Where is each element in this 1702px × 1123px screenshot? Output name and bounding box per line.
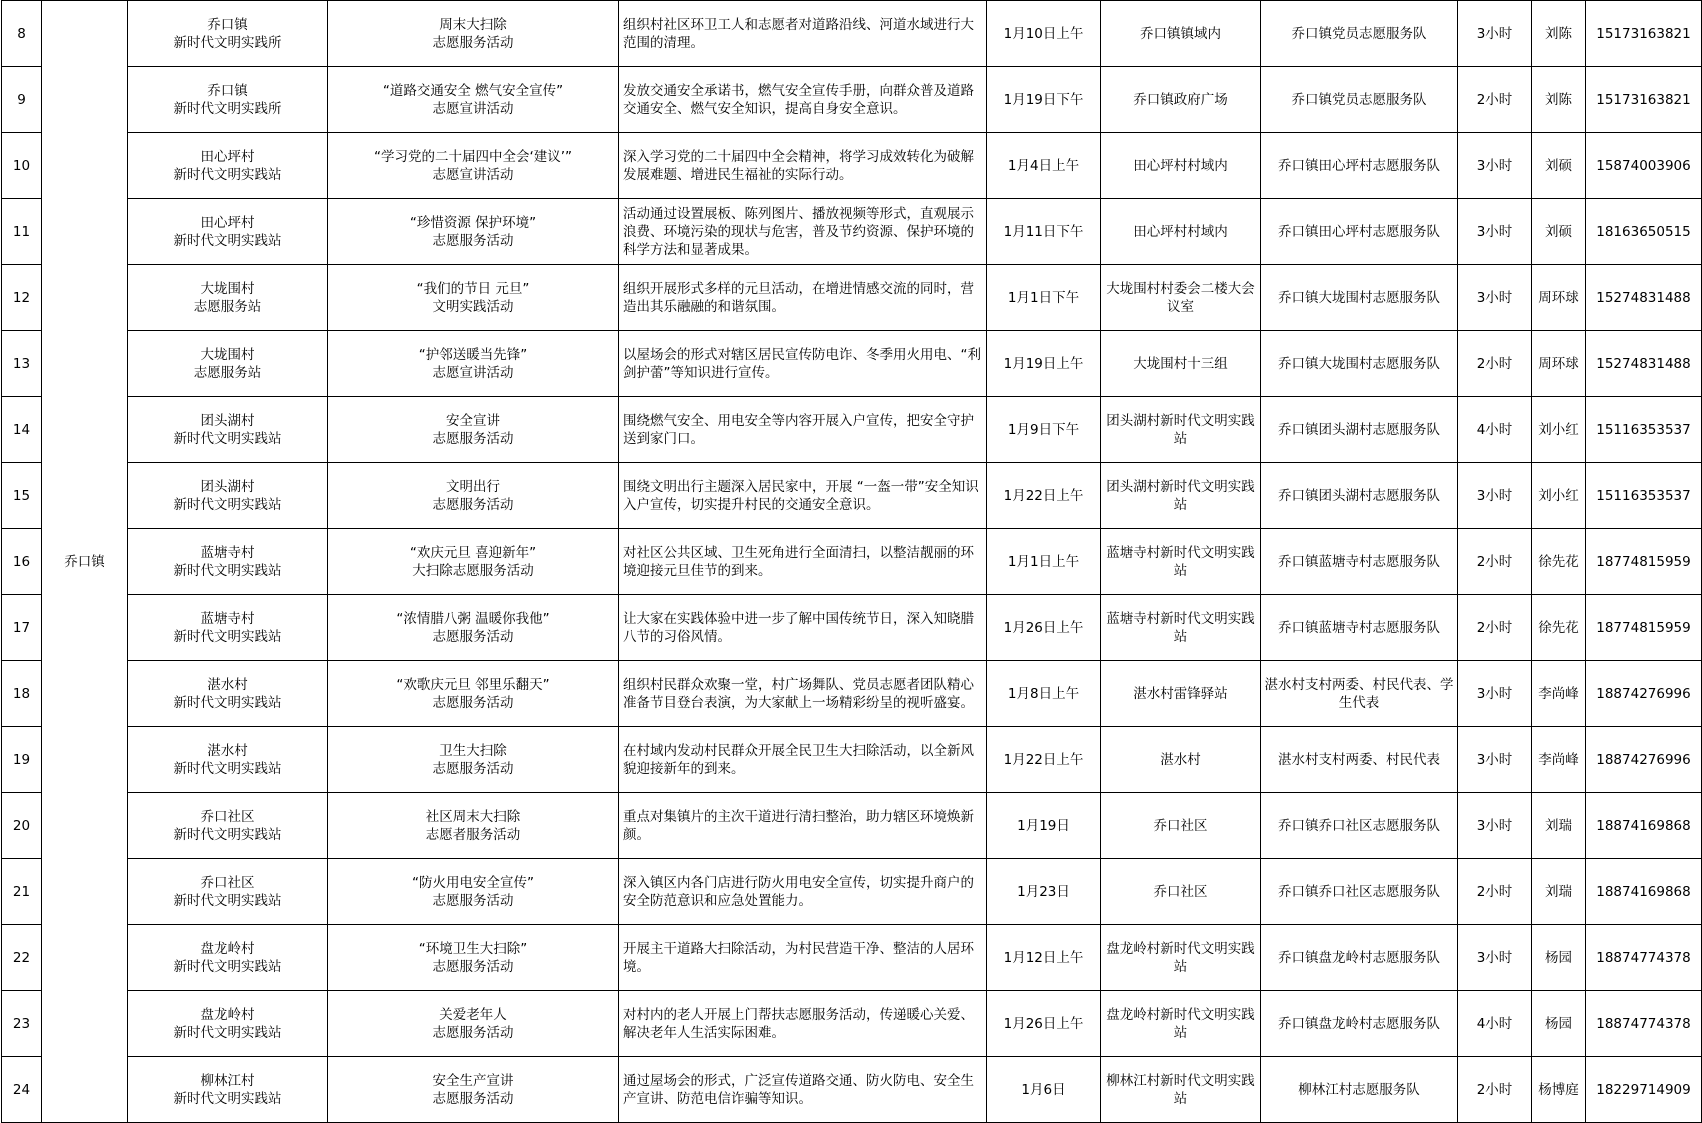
- unit-line: 乔口镇: [207, 16, 248, 33]
- duration-cell: 3小时: [1458, 661, 1532, 727]
- activity-content-cell: 对社区公共区域、卫生死角进行全面清扫，以整洁靓丽的环境迎接元旦佳节的到来。: [619, 529, 987, 595]
- contact-person-cell: 刘小红: [1532, 397, 1586, 463]
- activity-name-cell: [328, 199, 619, 265]
- activity-name-line: 志愿服务活动: [432, 760, 514, 777]
- table-row: [2, 1057, 1702, 1123]
- unit-line: 蓝塘寺村: [200, 610, 255, 627]
- activity-name-line: 志愿服务活动: [432, 628, 514, 645]
- contact-person-cell: 杨园: [1532, 991, 1586, 1057]
- activity-time-cell: 1月10日上午: [987, 1, 1101, 67]
- phone-cell: 18874169868: [1586, 793, 1702, 859]
- unit-line: 新时代文明实践所: [173, 34, 282, 51]
- activity-name-line: “浓情腊八粥 温暖你我他”: [396, 610, 550, 627]
- activity-time-cell: 1月19日下午: [987, 67, 1101, 133]
- activity-time-cell: 1月9日下午: [987, 397, 1101, 463]
- activity-name-cell: [328, 925, 619, 991]
- table-row: [2, 331, 1702, 397]
- activity-place-cell: 盘龙岭村新时代文明实践站: [1101, 925, 1261, 991]
- contact-person-cell: 周环球: [1532, 265, 1586, 331]
- activity-name-line: “护邻送暖当先锋”: [418, 346, 528, 363]
- activity-time-cell: 1月6日: [987, 1057, 1101, 1123]
- activity-place-cell: 团头湖村新时代文明实践站: [1101, 397, 1261, 463]
- unit-line: 新时代文明实践站: [173, 430, 282, 447]
- volunteer-team-cell: 乔口镇盘龙岭村志愿服务队: [1261, 925, 1458, 991]
- activity-name-line: 安全生产宣讲: [432, 1072, 514, 1089]
- row-number-cell: 20: [2, 793, 42, 859]
- row-number-cell: 12: [2, 265, 42, 331]
- activity-name-line: 文明出行: [446, 478, 500, 495]
- activity-place-cell: 田心坪村村域内: [1101, 199, 1261, 265]
- duration-cell: 2小时: [1458, 1057, 1532, 1123]
- duration-cell: 3小时: [1458, 199, 1532, 265]
- phone-cell: 18874276996: [1586, 661, 1702, 727]
- unit-line: 乔口镇: [207, 82, 248, 99]
- duration-cell: 3小时: [1458, 463, 1532, 529]
- activity-time-cell: 1月19日上午: [987, 331, 1101, 397]
- activity-name-line: 周末大扫除: [439, 16, 507, 33]
- activity-name-line: 志愿服务活动: [432, 430, 514, 447]
- volunteer-team-cell: 乔口镇大垅围村志愿服务队: [1261, 265, 1458, 331]
- activity-name-line: 志愿者服务活动: [425, 826, 521, 843]
- duration-cell: 4小时: [1458, 991, 1532, 1057]
- unit-cell: [128, 133, 328, 199]
- table-row: [2, 859, 1702, 925]
- duration-cell: 3小时: [1458, 793, 1532, 859]
- activity-name-line: 志愿服务活动: [432, 34, 514, 51]
- contact-person-cell: 刘陈: [1532, 67, 1586, 133]
- activity-time-cell: 1月1日上午: [987, 529, 1101, 595]
- unit-line: 新时代文明实践所: [173, 100, 282, 117]
- table-row: [2, 1, 1702, 67]
- activity-time-cell: 1月23日: [987, 859, 1101, 925]
- row-number-cell: 23: [2, 991, 42, 1057]
- unit-cell: [128, 331, 328, 397]
- activity-time-cell: 1月22日上午: [987, 463, 1101, 529]
- activity-name-cell: [328, 463, 619, 529]
- table-row: [2, 463, 1702, 529]
- phone-cell: 18163650515: [1586, 199, 1702, 265]
- activity-time-cell: 1月26日上午: [987, 991, 1101, 1057]
- activity-name-cell: [328, 397, 619, 463]
- row-number-cell: 17: [2, 595, 42, 661]
- row-number-cell: 11: [2, 199, 42, 265]
- activity-name-line: 志愿服务活动: [432, 958, 514, 975]
- activity-name-cell: [328, 67, 619, 133]
- unit-cell: [128, 1057, 328, 1123]
- contact-person-cell: 徐先花: [1532, 595, 1586, 661]
- phone-cell: 15274831488: [1586, 265, 1702, 331]
- contact-person-cell: 李尚峰: [1532, 727, 1586, 793]
- activity-content-cell: 深入镇区内各门店进行防火用电安全宣传，切实提升商户的安全防范意识和应急处置能力。: [619, 859, 987, 925]
- activity-place-cell: 乔口镇政府广场: [1101, 67, 1261, 133]
- activity-content-cell: 对村内的老人开展上门帮扶志愿服务活动，传递暖心关爱、解决老年人生活实际困难。: [619, 991, 987, 1057]
- activity-place-cell: 柳林江村新时代文明实践站: [1101, 1057, 1261, 1123]
- activity-place-cell: 团头湖村新时代文明实践站: [1101, 463, 1261, 529]
- phone-cell: 18229714909: [1586, 1057, 1702, 1123]
- activity-name-cell: [328, 991, 619, 1057]
- table-row: [2, 397, 1702, 463]
- duration-cell: 2小时: [1458, 529, 1532, 595]
- volunteer-team-cell: 乔口镇盘龙岭村志愿服务队: [1261, 991, 1458, 1057]
- phone-cell: 18874169868: [1586, 859, 1702, 925]
- unit-line: 团头湖村: [200, 412, 255, 429]
- row-number-cell: 15: [2, 463, 42, 529]
- activity-name-line: “防火用电安全宣传”: [412, 874, 534, 891]
- activity-name-line: 志愿服务活动: [432, 694, 514, 711]
- duration-cell: 3小时: [1458, 1, 1532, 67]
- activity-time-cell: 1月11日下午: [987, 199, 1101, 265]
- contact-person-cell: 周环球: [1532, 331, 1586, 397]
- activity-name-line: “环境卫生大扫除”: [418, 940, 528, 957]
- activity-place-cell: 乔口镇镇域内: [1101, 1, 1261, 67]
- unit-line: 田心坪村: [200, 214, 255, 231]
- activity-time-cell: 1月22日上午: [987, 727, 1101, 793]
- activity-name-cell: [328, 133, 619, 199]
- phone-cell: 15173163821: [1586, 67, 1702, 133]
- activity-name-line: 志愿宣讲活动: [432, 166, 514, 183]
- volunteer-team-cell: 乔口镇乔口社区志愿服务队: [1261, 793, 1458, 859]
- activity-place-cell: 盘龙岭村新时代文明实践站: [1101, 991, 1261, 1057]
- unit-cell: [128, 529, 328, 595]
- row-number-cell: 14: [2, 397, 42, 463]
- activity-name-cell: [328, 793, 619, 859]
- activity-name-line: 关爱老年人: [439, 1006, 507, 1023]
- activity-content-cell: 围绕燃气安全、用电安全等内容开展入户宣传，把安全守护送到家门口。: [619, 397, 987, 463]
- volunteer-team-cell: 乔口镇蓝塘寺村志愿服务队: [1261, 595, 1458, 661]
- phone-cell: 18774815959: [1586, 529, 1702, 595]
- unit-line: 新时代文明实践站: [173, 232, 282, 249]
- volunteer-team-cell: 乔口镇蓝塘寺村志愿服务队: [1261, 529, 1458, 595]
- contact-person-cell: 刘硕: [1532, 199, 1586, 265]
- table-row: [2, 133, 1702, 199]
- unit-cell: [128, 265, 328, 331]
- unit-line: 湛水村: [207, 676, 248, 693]
- activity-name-cell: [328, 1057, 619, 1123]
- activity-name-line: 安全宣讲: [446, 412, 500, 429]
- table-row: [2, 529, 1702, 595]
- activity-name-line: 卫生大扫除: [439, 742, 507, 759]
- contact-person-cell: 杨博庭: [1532, 1057, 1586, 1123]
- table-row: [2, 661, 1702, 727]
- row-number-cell: 16: [2, 529, 42, 595]
- unit-cell: [128, 991, 328, 1057]
- duration-cell: 3小时: [1458, 265, 1532, 331]
- row-number-cell: 10: [2, 133, 42, 199]
- unit-line: 新时代文明实践站: [173, 562, 282, 579]
- activity-name-cell: [328, 529, 619, 595]
- table-row: [2, 991, 1702, 1057]
- phone-cell: 15116353537: [1586, 397, 1702, 463]
- activity-content-cell: 通过屋场会的形式，广泛宣传道路交通、防火防电、安全生产宣讲、防范电信诈骗等知识。: [619, 1057, 987, 1123]
- activity-name-cell: [328, 859, 619, 925]
- volunteer-team-cell: 乔口镇团头湖村志愿服务队: [1261, 463, 1458, 529]
- duration-cell: 3小时: [1458, 925, 1532, 991]
- phone-cell: 15173163821: [1586, 1, 1702, 67]
- volunteer-team-cell: 乔口镇党员志愿服务队: [1261, 1, 1458, 67]
- unit-cell: [128, 397, 328, 463]
- table-row: [2, 67, 1702, 133]
- unit-line: 志愿服务站: [193, 298, 262, 315]
- duration-cell: 2小时: [1458, 595, 1532, 661]
- contact-person-cell: 刘瑞: [1532, 793, 1586, 859]
- activity-content-cell: 组织开展形式多样的元旦活动，在增进情感交流的同时，营造出其乐融融的和谐氛围。: [619, 265, 987, 331]
- phone-cell: 18874276996: [1586, 727, 1702, 793]
- unit-line: 盘龙岭村: [200, 1006, 255, 1023]
- activity-content-cell: 在村域内发动村民群众开展全民卫生大扫除活动，以全新风貌迎接新年的到来。: [619, 727, 987, 793]
- contact-person-cell: 徐先花: [1532, 529, 1586, 595]
- unit-line: 湛水村: [207, 742, 248, 759]
- activity-content-cell: 让大家在实践体验中进一步了解中国传统节日，深入知晓腊八节的习俗风情。: [619, 595, 987, 661]
- unit-line: 新时代文明实践站: [173, 892, 282, 909]
- volunteer-team-cell: 湛水村支村两委、村民代表、学生代表: [1261, 661, 1458, 727]
- duration-cell: 3小时: [1458, 133, 1532, 199]
- activity-content-cell: 组织村社区环卫工人和志愿者对道路沿线、河道水域进行大范围的清理。: [619, 1, 987, 67]
- duration-cell: 2小时: [1458, 67, 1532, 133]
- duration-cell: 4小时: [1458, 397, 1532, 463]
- activity-place-cell: 田心坪村村域内: [1101, 133, 1261, 199]
- activity-name-cell: [328, 1, 619, 67]
- row-number-cell: 21: [2, 859, 42, 925]
- activity-name-line: “道路交通安全 燃气安全宣传”: [382, 82, 564, 99]
- row-number-cell: 19: [2, 727, 42, 793]
- activity-time-cell: 1月26日上午: [987, 595, 1101, 661]
- volunteer-team-cell: 乔口镇乔口社区志愿服务队: [1261, 859, 1458, 925]
- activity-name-line: “珍惜资源 保护环境”: [409, 214, 537, 231]
- activity-name-line: 志愿服务活动: [432, 892, 514, 909]
- contact-person-cell: 刘瑞: [1532, 859, 1586, 925]
- table-row: [2, 925, 1702, 991]
- phone-cell: 15874003906: [1586, 133, 1702, 199]
- unit-line: 柳林江村: [200, 1072, 255, 1089]
- unit-cell: [128, 727, 328, 793]
- activity-place-cell: 蓝塘寺村新时代文明实践站: [1101, 595, 1261, 661]
- activity-content-cell: 以屋场会的形式对辖区居民宣传防电诈、冬季用火用电、“利剑护蕾”等知识进行宣传。: [619, 331, 987, 397]
- table-row: [2, 595, 1702, 661]
- activity-name-line: 大扫除志愿服务活动: [412, 562, 534, 579]
- unit-cell: [128, 859, 328, 925]
- activity-name-line: 志愿服务活动: [432, 232, 514, 249]
- table-row: [2, 265, 1702, 331]
- unit-line: 大垅围村: [200, 346, 255, 363]
- activity-content-cell: 发放交通安全承诺书，燃气安全宣传手册，向群众普及道路交通安全、燃气安全知识，提高自身安全意识。: [619, 67, 987, 133]
- unit-line: 蓝塘寺村: [200, 544, 255, 561]
- volunteer-team-cell: 乔口镇大垅围村志愿服务队: [1261, 331, 1458, 397]
- activity-content-cell: 开展主干道路大扫除活动，为村民营造干净、整洁的人居环境。: [619, 925, 987, 991]
- unit-line: 盘龙岭村: [200, 940, 255, 957]
- unit-cell: [128, 661, 328, 727]
- activity-time-cell: 1月12日上午: [987, 925, 1101, 991]
- unit-line: 新时代文明实践站: [173, 166, 282, 183]
- unit-line: 新时代文明实践站: [173, 1090, 282, 1107]
- activity-name-cell: [328, 595, 619, 661]
- volunteer-team-cell: 柳林江村志愿服务队: [1261, 1057, 1458, 1123]
- unit-line: 乔口社区: [200, 874, 255, 891]
- duration-cell: 2小时: [1458, 859, 1532, 925]
- activity-time-cell: 1月1日下午: [987, 265, 1101, 331]
- activity-place-cell: 大垅围村村委会二楼大会议室: [1101, 265, 1261, 331]
- activity-name-cell: [328, 265, 619, 331]
- phone-cell: 18774815959: [1586, 595, 1702, 661]
- unit-line: 乔口社区: [200, 808, 255, 825]
- activity-name-line: “欢歌庆元旦 邻里乐翻天”: [396, 676, 550, 693]
- volunteer-team-cell: 乔口镇田心坪村志愿服务队: [1261, 199, 1458, 265]
- unit-line: 新时代文明实践站: [173, 760, 282, 777]
- unit-line: 志愿服务站: [193, 364, 262, 381]
- unit-line: 团头湖村: [200, 478, 255, 495]
- activity-place-cell: 湛水村雷锋驿站: [1101, 661, 1261, 727]
- activity-place-cell: 乔口社区: [1101, 793, 1261, 859]
- activity-name-line: 志愿宣讲活动: [432, 364, 514, 381]
- activity-name-cell: [328, 727, 619, 793]
- activity-name-line: 社区周末大扫除: [425, 808, 521, 825]
- unit-line: 新时代文明实践站: [173, 826, 282, 843]
- contact-person-cell: 杨园: [1532, 925, 1586, 991]
- phone-cell: 18874774378: [1586, 991, 1702, 1057]
- activity-place-cell: 蓝塘寺村新时代文明实践站: [1101, 529, 1261, 595]
- activity-content-cell: 围绕文明出行主题深入居民家中，开展 “一盔一带”安全知识入户宣传，切实提升村民的交通安全意识。: [619, 463, 987, 529]
- unit-cell: [128, 793, 328, 859]
- table-row: [2, 199, 1702, 265]
- contact-person-cell: 刘陈: [1532, 1, 1586, 67]
- activity-table: [1, 0, 1702, 1123]
- contact-person-cell: 刘硕: [1532, 133, 1586, 199]
- activity-name-line: “欢庆元旦 喜迎新年”: [409, 544, 537, 561]
- unit-line: 新时代文明实践站: [173, 1024, 282, 1041]
- phone-cell: 15274831488: [1586, 331, 1702, 397]
- duration-cell: 3小时: [1458, 727, 1532, 793]
- row-number-cell: 9: [2, 67, 42, 133]
- activity-name-line: “学习党的二十届四中全会‘建议’”: [373, 148, 573, 165]
- activity-time-cell: 1月8日上午: [987, 661, 1101, 727]
- activity-name-line: 志愿服务活动: [432, 496, 514, 513]
- activity-place-cell: 湛水村: [1101, 727, 1261, 793]
- activity-place-cell: 大垅围村十三组: [1101, 331, 1261, 397]
- unit-cell: [128, 925, 328, 991]
- activity-content-cell: 活动通过设置展板、陈列图片、播放视频等形式，直观展示浪费、环境污染的现状与危害，普及节约资源、保护环境的科学方法和显著成果。: [619, 199, 987, 265]
- activity-time-cell: 1月19日: [987, 793, 1101, 859]
- table-row: [2, 793, 1702, 859]
- duration-cell: 2小时: [1458, 331, 1532, 397]
- unit-line: 新时代文明实践站: [173, 496, 282, 513]
- activity-name-line: 志愿宣讲活动: [432, 100, 514, 117]
- activity-content-cell: 深入学习党的二十届四中全会精神，将学习成效转化为破解发展难题、增进民生福祉的实际行动。: [619, 133, 987, 199]
- unit-line: 新时代文明实践站: [173, 628, 282, 645]
- row-number-cell: 22: [2, 925, 42, 991]
- volunteer-team-cell: 乔口镇党员志愿服务队: [1261, 67, 1458, 133]
- unit-line: 新时代文明实践站: [173, 694, 282, 711]
- contact-person-cell: 李尚峰: [1532, 661, 1586, 727]
- row-number-cell: 18: [2, 661, 42, 727]
- activity-name-line: 志愿服务活动: [432, 1090, 514, 1107]
- row-number-cell: 8: [2, 1, 42, 67]
- unit-cell: [128, 67, 328, 133]
- activity-name-line: 文明实践活动: [432, 298, 514, 315]
- table-row: [2, 727, 1702, 793]
- activity-content-cell: 组织村民群众欢聚一堂，村广场舞队、党员志愿者团队精心准备节目登台表演，为大家献上一场精彩纷呈的视听盛宴。: [619, 661, 987, 727]
- activity-name-line: “我们的节日 元旦”: [416, 280, 530, 297]
- unit-cell: [128, 1, 328, 67]
- volunteer-team-cell: 湛水村支村两委、村民代表: [1261, 727, 1458, 793]
- unit-line: 新时代文明实践站: [173, 958, 282, 975]
- unit-cell: [128, 463, 328, 529]
- activity-time-cell: 1月4日上午: [987, 133, 1101, 199]
- volunteer-team-cell: 乔口镇团头湖村志愿服务队: [1261, 397, 1458, 463]
- phone-cell: 18874774378: [1586, 925, 1702, 991]
- unit-line: 田心坪村: [200, 148, 255, 165]
- contact-person-cell: 刘小红: [1532, 463, 1586, 529]
- activity-name-line: 志愿服务活动: [432, 1024, 514, 1041]
- unit-cell: [128, 595, 328, 661]
- volunteer-team-cell: 乔口镇田心坪村志愿服务队: [1261, 133, 1458, 199]
- phone-cell: 15116353537: [1586, 463, 1702, 529]
- town-cell: 乔口镇: [42, 1, 128, 1123]
- activity-name-cell: [328, 661, 619, 727]
- row-number-cell: 13: [2, 331, 42, 397]
- activity-place-cell: 乔口社区: [1101, 859, 1261, 925]
- activity-content-cell: 重点对集镇片的主次干道进行清扫整治，助力辖区环境焕新颜。: [619, 793, 987, 859]
- activity-name-cell: [328, 331, 619, 397]
- row-number-cell: 24: [2, 1057, 42, 1123]
- unit-cell: [128, 199, 328, 265]
- unit-line: 大垅围村: [200, 280, 255, 297]
